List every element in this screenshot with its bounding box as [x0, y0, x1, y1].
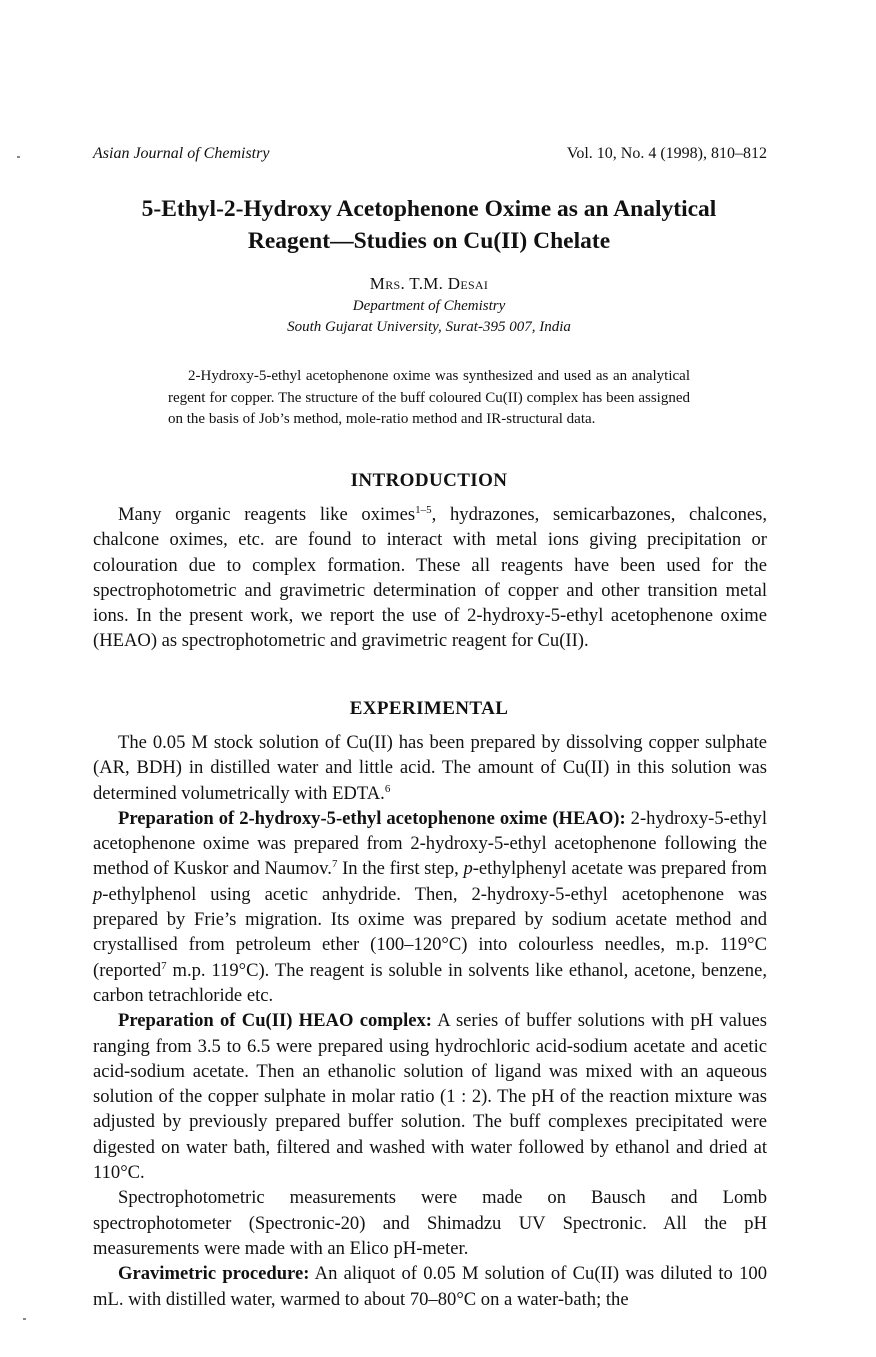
citation-ref: 1–5	[415, 504, 432, 516]
citation-ref: 7	[331, 858, 338, 871]
title-line-1: 5-Ethyl-2-Hydroxy Acetophenone Oxime as an Analytical	[141, 196, 717, 222]
article-title	[60, 193, 798, 257]
run-in-heading: Gravimetric procedure:	[118, 1263, 310, 1285]
running-head	[93, 145, 767, 163]
experimental-paragraph-2	[93, 806, 767, 1008]
introduction-section	[93, 502, 767, 654]
scan-speck	[17, 156, 20, 158]
volume-citation: Vol. 10, No. 4 (1998), 810–812	[566, 145, 767, 162]
experimental-paragraph-4: Spectrophotometric measurements were made on Bausch and Lomb spectrophotometer (Spectronic-20) and Shimadzu UV Spectronic. All the pH measurements were made with an Elico pH-meter.	[93, 1187, 767, 1259]
italic-run: p	[93, 883, 103, 905]
experimental-paragraph-5	[93, 1261, 767, 1312]
text-run: -ethylphenyl acetate was prepared from	[472, 858, 767, 880]
journal-name: Asian Journal of Chemistry	[93, 145, 270, 162]
experimental-paragraph-1	[93, 730, 767, 806]
italic-run: p	[463, 858, 473, 880]
citation-ref: 6	[384, 782, 391, 795]
author-name: Mrs. T.M. Desai	[369, 274, 489, 293]
run-in-heading: Preparation of Cu(II) HEAO complex:	[118, 1010, 432, 1032]
introduction-paragraph	[93, 502, 767, 654]
title-line-2: Reagent—Studies on Cu(II) Chelate	[247, 228, 611, 254]
citation-ref: 7	[161, 959, 167, 972]
experimental-paragraph-3	[93, 1008, 767, 1185]
abstract-text: 2-Hydroxy-5-ethyl acetophenone oxime was synthesized and used as an analytical regent for copper. The structure of the buff coloured Cu(II) complex has been assigned on the basis of Job’s method, mole-ratio method and IR-structural data.	[168, 368, 690, 428]
text-run: 2-hydroxy-5-ethyl acetophenone oxime was prepared from 2-hydroxy-5-ethyl acetophenone following the method of Kuskor and Naumov.	[93, 807, 767, 880]
text-run: An aliquot of 0.05 M solution of Cu(II) was diluted to 100 mL. with distilled water, warmed to about 70–80°C on a water-bath; the	[93, 1263, 767, 1310]
text-run: -ethylphenol using acetic anhydride. Then, 2-hydroxy-5-ethyl acetophenone was prepared by Frie’s migration. Its oxime was prepared by sodium acetate method and crystallised from petroleum ether (100–120°C) into colourless needles, m.p. 119°C (reported	[93, 883, 767, 981]
experimental-section	[93, 730, 767, 1312]
author-department: Department of Chemistry	[352, 298, 506, 314]
text-run: , hydrazones, semicarbazones, chalcones, chalcone oximes, etc. are found to interact with metal ions giving precipitation or colouration due to complex formation. These all reagents have been used for the spectrophotometric and gravimetric determination of copper and other transition metal ions. In the present work, we report the use of 2-hydroxy-5-ethyl acetophenone oxime (HEAO) as spectrophotometric and gravimetric reagent for Cu(II).	[93, 504, 768, 652]
scan-speck	[23, 1318, 26, 1320]
run-in-heading: Preparation of 2-hydroxy-5-ethyl acetophenone oxime (HEAO):	[118, 807, 626, 829]
text-run: The 0.05 M stock solution of Cu(II) has been prepared by dissolving copper sulphate (AR, BDH) in distilled water and little acid. The amount of Cu(II) in this solution was determined volumetrically with EDTA.	[93, 732, 767, 804]
text-run: Many organic reagents like oximes	[118, 504, 416, 525]
text-run: m.p. 119°C). The reagent is soluble in solvents like ethanol, acetone, benzene, carbon tetrachloride etc.	[93, 959, 767, 1006]
introduction-heading: INTRODUCTION	[350, 470, 508, 491]
abstract	[168, 366, 690, 431]
experimental-heading: EXPERIMENTAL	[349, 698, 509, 719]
text-run: In the first step,	[337, 858, 464, 880]
author-institution: South Gujarat University, Surat-395 007, India	[287, 319, 571, 335]
text-run: A series of buffer solutions with pH values ranging from 3.5 to 6.5 were prepared using hydrochloric acid-sodium acetate and acetic acid-sodium acetate. Then an ethanolic solution of ligand was mixed with an aqueous solution of the copper sulphate in molar ratio (1 : 2). The pH of the reaction mixture was adjusted by previously prepared buffer solution. The buff complexes precipitated were digested on water bath, filtered and washed with water followed by ethanol and dried at 110°C.	[93, 1010, 767, 1184]
